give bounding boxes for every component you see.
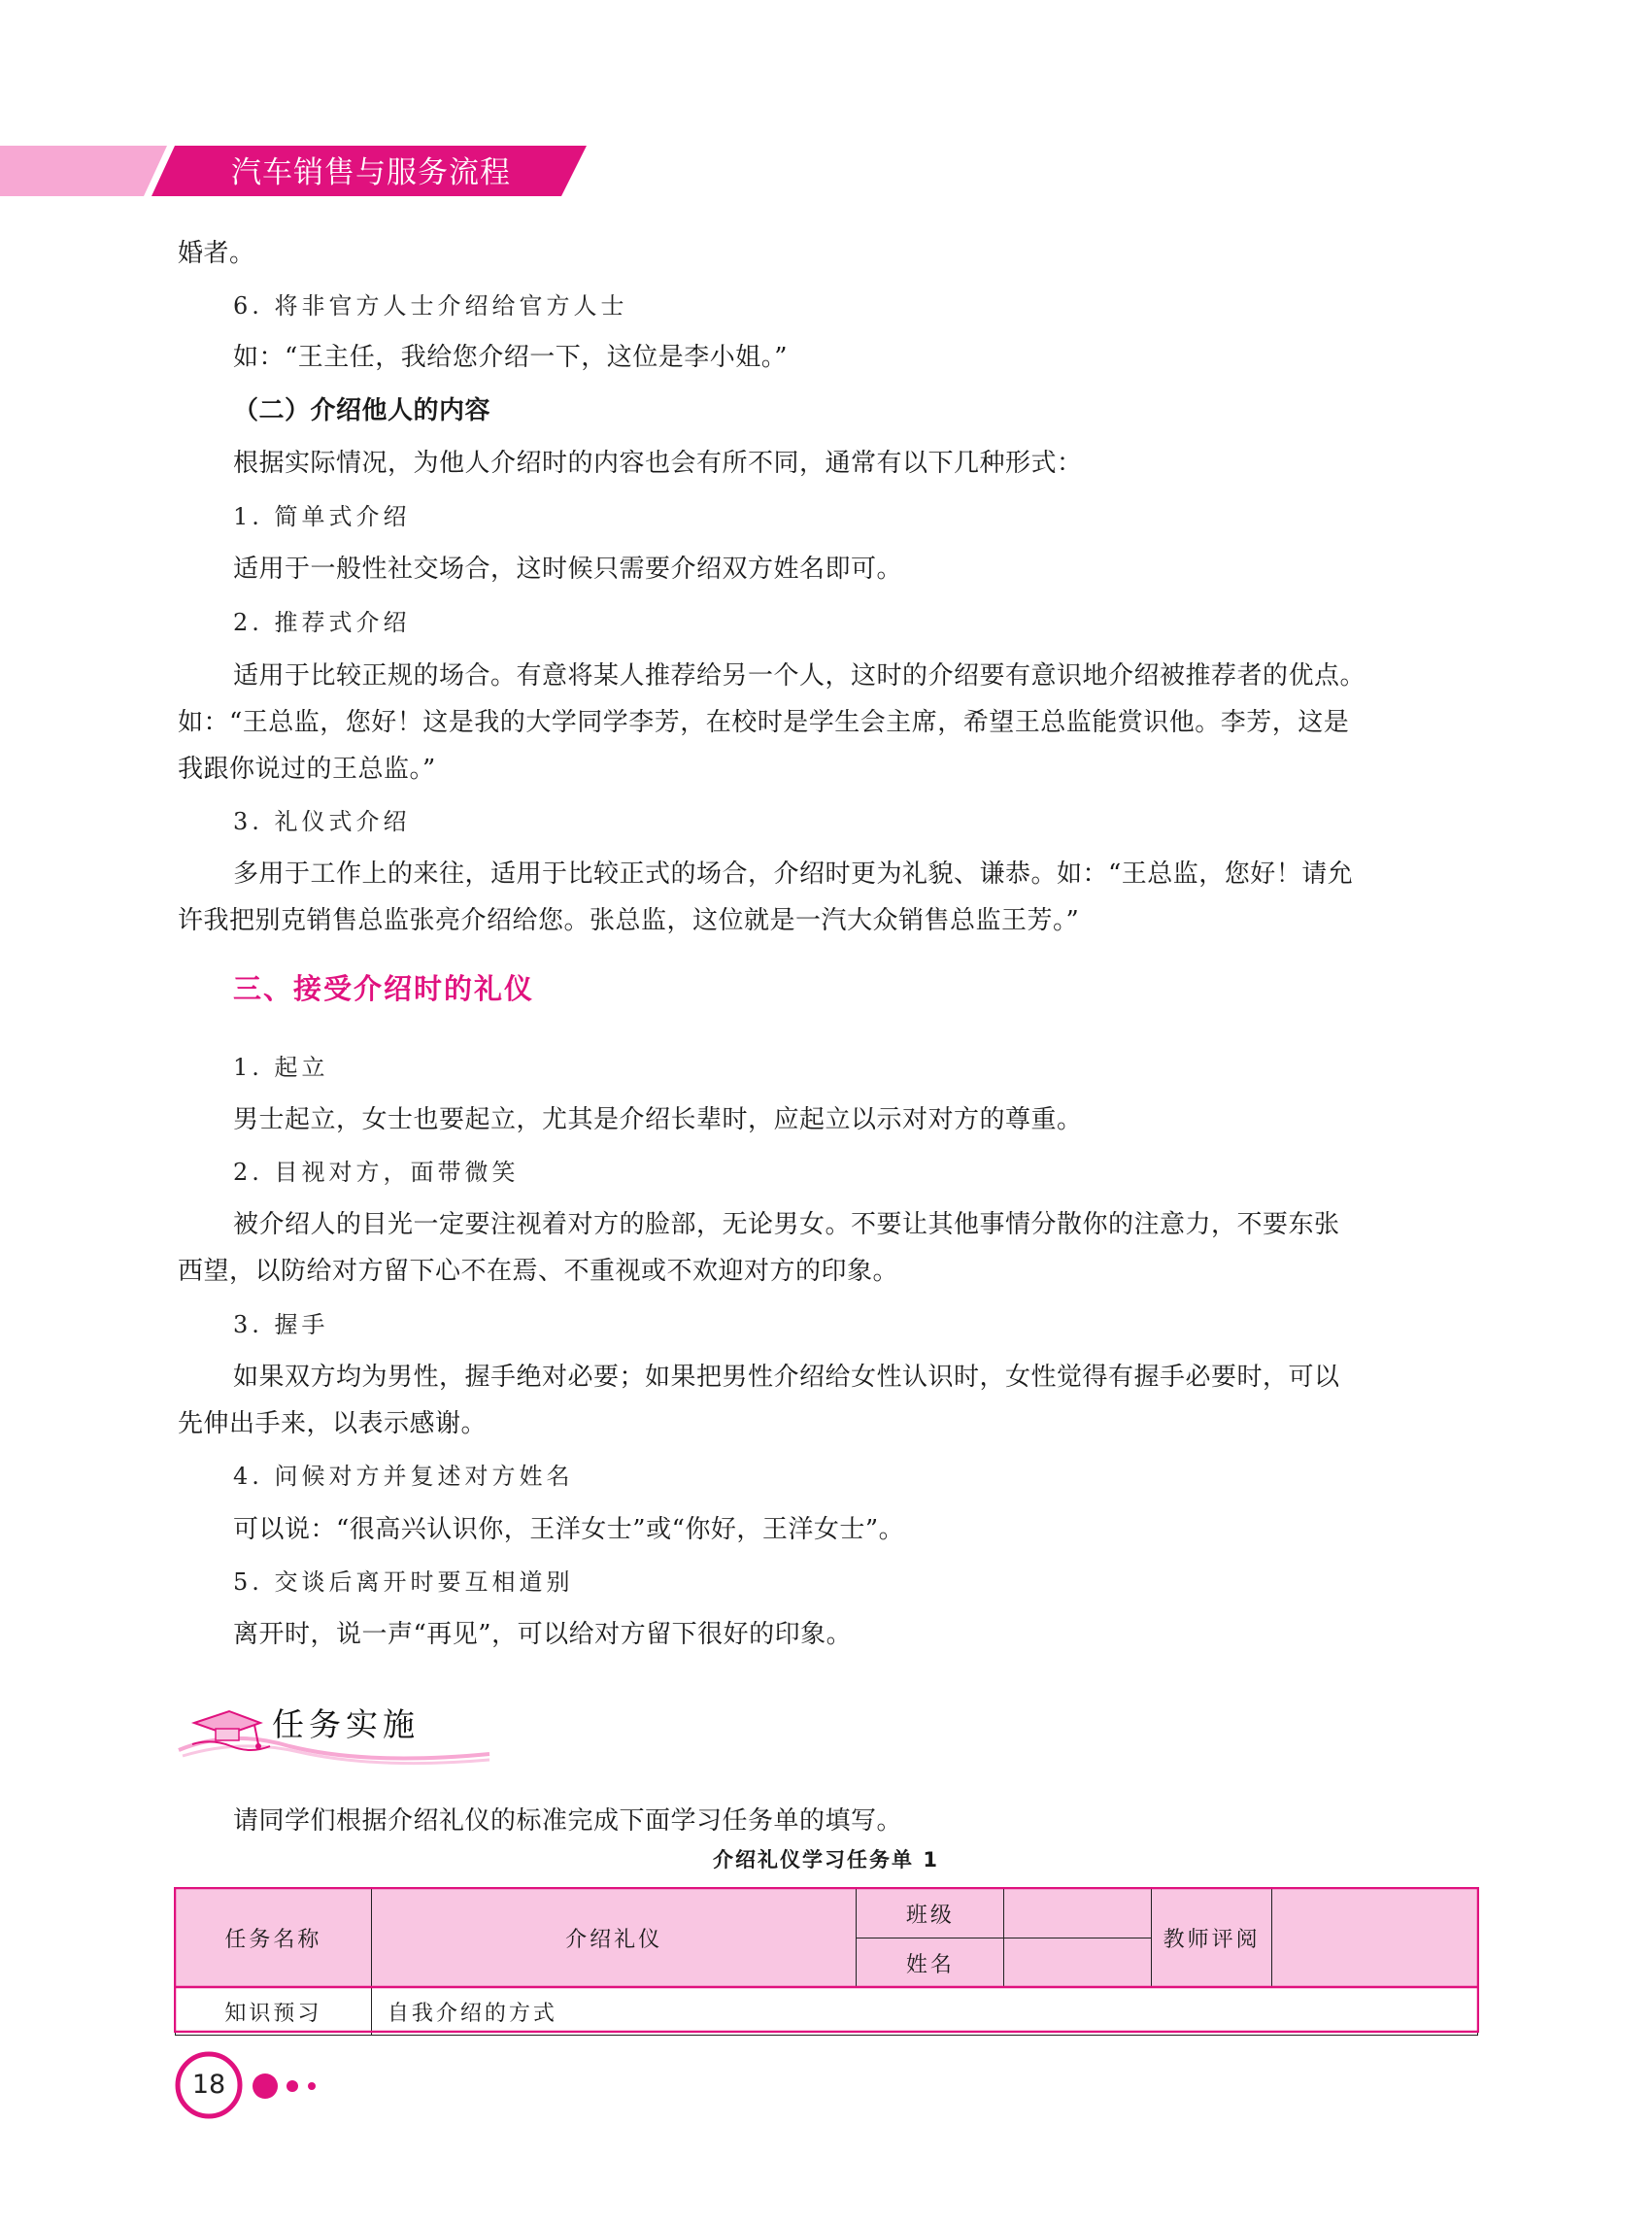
text-line: 适用于比较正规的场合。有意将某人推荐给另一个人，这时的介绍要有意识地介绍被推荐者的优点。 [233,661,1366,691]
text-line: 如果双方均为男性，握手绝对必要；如果把男性介绍给女性认识时，女性觉得有握手必要时，可以 [233,1363,1340,1392]
subheading: 3. 礼仪式介绍 [233,808,411,835]
text-line: 男士起立，女士也要起立，尤其是介绍长辈时，应起立以示对对方的尊重。 [233,1105,1083,1134]
section-heading: 三、接受介绍时的礼仪 [233,972,535,1005]
subheading: 1. 起立 [233,1054,329,1081]
page-number: 18 [191,2070,226,2100]
text-line: 婚者。 [178,239,255,268]
text-line: 我跟你说过的王总监。” [178,755,436,784]
page-dots-icon [248,2069,325,2104]
subheading: 2. 目视对方，面带微笑 [233,1159,520,1186]
task-section-title: 任务实施 [272,1705,420,1743]
subheading: 1. 简单式介绍 [233,503,411,530]
text-line: 多用于工作上的来往，适用于比较正式的场合，介绍时更为礼貌、谦恭。如：“王总监，您好！请允 [233,860,1354,889]
task-name-label: 任务名称 [176,1889,372,1988]
subsection-heading: （二）介绍他人的内容 [233,396,491,425]
text-line: 适用于一般性社交场合，这时候只需要介绍双方姓名即可。 [233,555,903,584]
text-line: 西望，以防给对方留下心不在焉、不重视或不欢迎对方的印象。 [178,1257,899,1286]
subheading: 5. 交谈后离开时要互相道别 [233,1568,574,1596]
subheading: 6. 将非官方人士介绍给官方人士 [233,292,628,320]
class-label: 班级 [857,1889,1004,1938]
knowledge-label: 知识预习 [176,1988,372,2036]
text-line: 如：“王总监，您好！这是我的大学同学李芳，在校时是学生会主席，希望王总监能赏识他。李芳，这是 [178,708,1350,737]
text-line: 被介绍人的目光一定要注视着对方的脸部，无论男女。不要让其他事情分散你的注意力，不要东张 [233,1210,1340,1239]
text-line: 如：“王主任，我给您介绍一下，这位是李小姐。” [233,343,789,372]
text-line: 许我把别克销售总监张亮介绍给您。张总监，这位就是一汽大众销售总监王芳。” [178,906,1080,935]
text-line: 可以说：“很高兴认识你，王洋女士”或“你好，王洋女士”。 [233,1515,905,1544]
name-label: 姓名 [857,1938,1004,1988]
subheading: 4. 问候对方并复述对方姓名 [233,1463,574,1490]
task-intro: 请同学们根据介绍礼仪的标准完成下面学习任务单的填写。 [233,1806,903,1836]
text-line: 先伸出手来，以表示感谢。 [178,1409,488,1438]
table-outline [174,1887,1479,2033]
table-caption: 介绍礼仪学习任务单 1 [713,1848,939,1871]
knowledge-value: 自我介绍的方式 [371,1988,1477,2036]
task-name-value: 介绍礼仪 [371,1889,857,1988]
header-title: 汽车销售与服务流程 [231,155,511,190]
text-line: 离开时，说一声“再见”，可以给对方留下很好的印象。 [233,1620,853,1649]
subheading: 2. 推荐式介绍 [233,609,411,636]
subheading: 3. 握手 [233,1311,329,1338]
teacher-review-label: 教师评阅 [1152,1889,1272,1988]
text-line: 根据实际情况，为他人介绍时的内容也会有所不同，通常有以下几种形式： [233,449,1083,478]
